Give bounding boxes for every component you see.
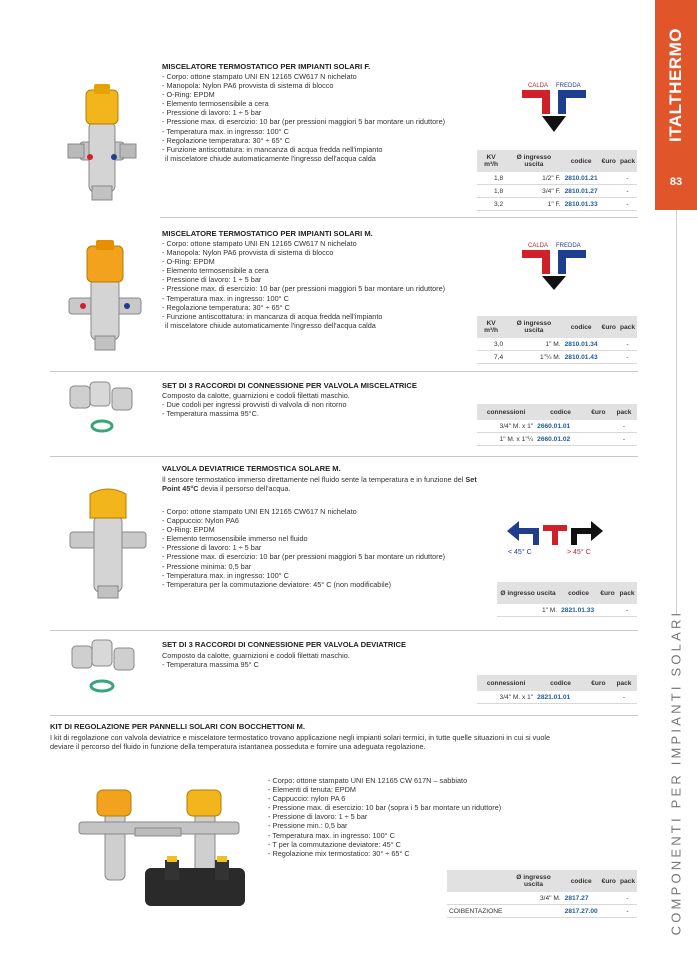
fittings-set-image [62,376,142,436]
table-row: 3,2 1" F. 2810.01.33 - [477,198,637,211]
section-divider [160,217,638,218]
sidebar-divider [676,210,677,615]
product-specs: - Corpo: ottone stampato UNI EN 12165 CW617 N nichelato - Manopola: Nylon PA6 provvista di sistema di blocco - O-Ring: EPDM - Elemento termosensibile a cera - Pressione di lavoro: 1 ÷ 5 bar - Pressione max. di esercizio: 10 bar (per pressioni maggiori 5 bar montare un riduttore) - Temperatura max. in ingresso: 100° C - Regolazione temperatura: 30° ÷ 65° C - Funzione antiscottatura: in mancanza di acqua fredda nell'impianto il miscelatore chiude automaticamente l'ingresso dell'acqua calda [162,239,446,330]
diverter-diagram-icon [505,519,605,559]
section-divider [50,371,638,372]
table-row: 3/4" M. x 1" 2821.01.01 - [477,691,637,704]
product-table: Ø ingresso uscita codice €uro pack 3/4" M. 2817.27 - COIBENTAZIONE 2817.27.00 - [447,870,637,918]
table-row: 1,8 1/2" F. 2810.01.21 - [477,172,637,185]
section-divider [50,715,638,716]
table-row: 1" M. x 1"¼ 2660.01.02 - [477,433,637,446]
table-row: COIBENTAZIONE 2817.27.00 - [447,905,637,918]
product-description: I kit di regolazione con valvola deviatrice e miscelatore termostatico trovano applicazione negli impianti solari termici, in tutte quelle situazioni in cui si vuole deviare il percorso del fluido in funzione della temperatura istantanea posseduta e fornire una adeguata regolazione. [50,733,551,752]
product-title: SET DI 3 RACCORDI DI CONNESSIONE PER VALVOLA MISCELATRICE [162,381,417,390]
svg-text:CALDA: CALDA [528,83,549,89]
regulation-kit-image [75,780,260,920]
product-table: connessioni codice €uro pack 3/4" M. x 1" 2821.01.01 - [477,675,637,704]
mixing-valve-f-image [62,82,142,202]
product-title: MISCELATORE TERMOSTATICO PER IMPIANTI SOLARI F. [162,62,371,71]
product-table: KV m³/h Ø ingresso uscita codice €uro pack 3,0 1" M. 2810.01.34 - 7,4 1"¼ M. 2810.01.43 - [477,316,637,364]
svg-text:< 45° C: < 45° C [508,549,532,556]
product-title: SET DI 3 RACCORDI DI CONNESSIONE PER VALVOLA DEVIATRICE [162,640,407,649]
product-description: Composto da calotte, guarnizioni e codoli filettati maschio. - Due codoli per ingressi provvisti di valvola di non ritorno - Temperatura massima 95°C. [162,391,350,419]
product-title: KIT DI REGOLAZIONE PER PANNELLI SOLARI CON BOCCHETTONI M. [50,722,305,731]
product-specs: - Corpo: ottone stampato UNI EN 12165 CW617 N nichelato - Manopola: Nylon PA6 provvista di sistema di blocco - O-Ring: EPDM - Elemento termosensibile a cera - Pressione di lavoro: 1 ÷ 5 bar - Pressione max. di esercizio: 10 bar (per pressioni maggiori 5 bar montare un riduttore) - Temperatura max. in ingresso: 100° C - Regolazione temperatura: 30° ÷ 65° C - Funzione antiscottatura: in mancanza di acqua fredda nell'impianto il miscelatore chiude automaticamente l'ingresso dell'acqua calda [162,72,446,163]
diverter-valve-image [68,488,148,600]
product-description: Il sensore termostatico immerso direttamente nel fluido sente la temperatura e in funzione del Set Point 45°C devia il persorso dell'acqua. [162,475,477,494]
section-divider [50,630,638,631]
fittings-set-image [62,634,142,696]
table-row: 1" M. 2821.01.33 - [497,604,637,617]
product-specs: - Corpo: ottone stampato UNI EN 12165 CW 617N – sabbiato - Elementi di tenuta: EPDM - Cappuccio: nylon PA 6 - Pressione max. di esercizio: 10 bar (sopra i 5 bar montare un riduttore) - Pressione di lavoro: 1 ÷ 5 bar - Pressione min.: 0,5 bar - Temperatura max. in ingresso: 100° C - T per la commutazione deviatore: 45° C - Regolazione mix termostatico: 30° ÷ 65° C [268,776,502,858]
flow-diagram-icon [520,80,588,140]
product-description: Composto da calotte, guarnizioni e codoli filettati maschio. - Temperatura massima 95° C [162,651,350,670]
brand-logo: ITALTHERMO [666,28,685,142]
product-table: connessioni codice €uro pack 3/4" M. x 1" 2660.01.01 - 1" M. x 1"¼ 2660.01.02 - [477,404,637,446]
mixing-valve-m-image [65,240,145,352]
svg-text:> 45° C: > 45° C [567,549,591,556]
product-table: KV m³/h Ø ingresso uscita codice €uro pack 1,8 1/2" F. 2810.01.21 - 1,8 3/4" F. 2810.01.27 - 3,2 1" F. 2810.01.33 - [477,150,637,211]
page-number: 83 [669,176,683,188]
svg-text:FREDDA: FREDDA [556,83,581,89]
product-title: MISCELATORE TERMOSTATICO PER IMPIANTI SOLARI M. [162,229,373,238]
table-row: 3/4" M. 2817.27 - [447,892,637,905]
table-row: 3,0 1" M. 2810.01.34 - [477,338,637,351]
svg-text:FREDDA: FREDDA [556,243,581,249]
table-row: 7,4 1"¼ M. 2810.01.43 - [477,351,637,364]
table-row: 3/4" M. x 1" 2660.01.01 - [477,420,637,433]
svg-text:CALDA: CALDA [528,243,549,249]
section-divider [50,456,638,457]
product-table: Ø ingresso uscita codice €uro pack 1" M. 2821.01.33 - [497,582,637,617]
table-row: 1,8 3/4" F. 2810.01.27 - [477,185,637,198]
product-specs: - Corpo: ottone stampato UNI EN 12165 CW617 N nichelato - Cappuccio: Nylon PA6 - O-Ring: EPDM - Elemento termosensibile immerso nel fluido - Pressione di lavoro: 1 ÷ 5 bar - Pressione max. di esercizio: 10 bar (per pressioni maggiori 5 bar montare un riduttore) - Pressione minima: 0,5 bar - Temperatura max. in ingresso: 100° C - Temperatura per la commutazione deviatore: 45° C (non modificabile) [162,507,446,589]
flow-diagram-icon [520,240,588,295]
product-title: VALVOLA DEVIATRICE TERMOSTICA SOLARE M. [162,464,341,473]
section-title: COMPONENTI PER IMPIANTI SOLARI [668,609,684,936]
